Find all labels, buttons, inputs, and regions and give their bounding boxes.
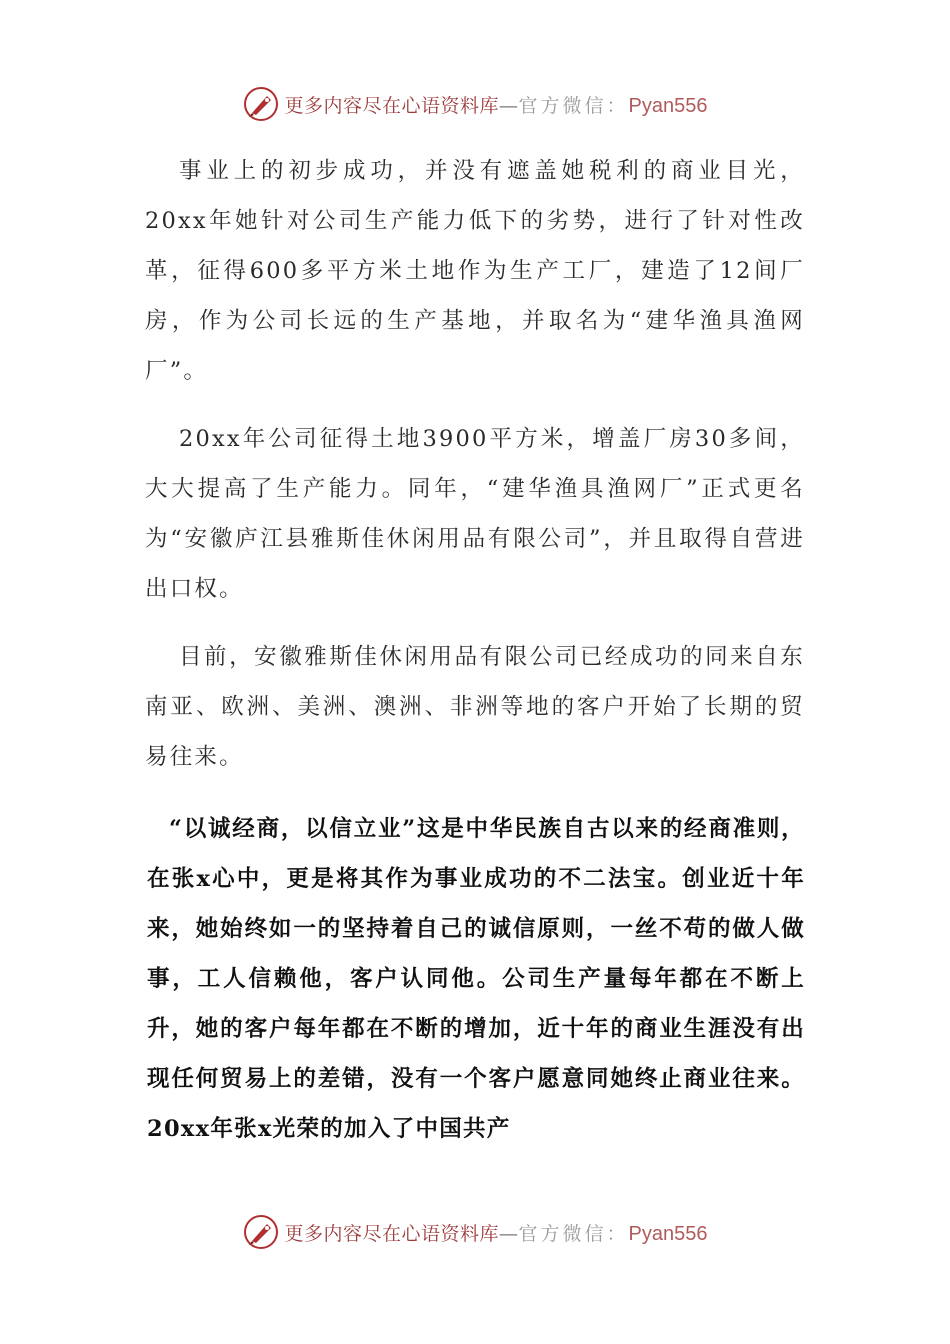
footer-banner [0,1212,950,1252]
banner-separator: — [499,94,519,117]
banner-text [285,1219,708,1246]
banner-slogan: 更多内容尽在心语资料库 [284,1222,500,1245]
header-banner [0,84,950,124]
wechat-label: 官方微信： [518,94,629,117]
paragraph-4-bold: “以诚经商，以信立业”这是中华民族自古以来的经商准则，在张x心中，更是将其作为事业成功的不二法宝。创业近十年来，她始终如一的坚持着自己的诚信原则，一丝不苟的做人做事，工人信赖他，客户认同他。公司生产量每年都在不断上升，她的客户每年都在不断的增加，近十年的商业生涯没有出现任何贸易上的差错，没有一个客户愿意同她终止商业往来。20xx年张x光荣的加入了中国共产 [147,816,805,1142]
paragraph-2: 20xx年公司征得土地3900平方米，增盖厂房30多间，大大提高了生产能力。同年，“建华渔具渔网厂”正式更名为“安徽庐江县雅斯佳休闲用品有限公司”，并且取得自营进出口权。 [145,426,805,602]
banner-separator: — [499,1222,519,1245]
document-body [145,146,805,1172]
pen-nib-logo-icon [243,1214,279,1250]
banner-slogan: 更多内容尽在心语资料库 [284,94,500,117]
wechat-id: Pyan556 [628,94,708,117]
paragraph-1: 事业上的初步成功，并没有遮盖她税利的商业目光，20xx年她针对公司生产能力低下的劣势，进行了针对性改革，征得600多平方米土地作为生产工厂，建造了12间厂房，作为公司长远的生产基地，并取名为“建华渔具渔网厂”。 [145,158,805,384]
pen-nib-logo-icon [243,86,279,122]
banner-text [285,91,708,118]
paragraph-3: 目前，安徽雅斯佳休闲用品有限公司已经成功的同来自东南亚、欧洲、美洲、澳洲、非洲等地的客户开始了长期的贸易往来。 [145,644,805,770]
wechat-label: 官方微信： [518,1222,629,1245]
wechat-id: Pyan556 [628,1222,708,1245]
